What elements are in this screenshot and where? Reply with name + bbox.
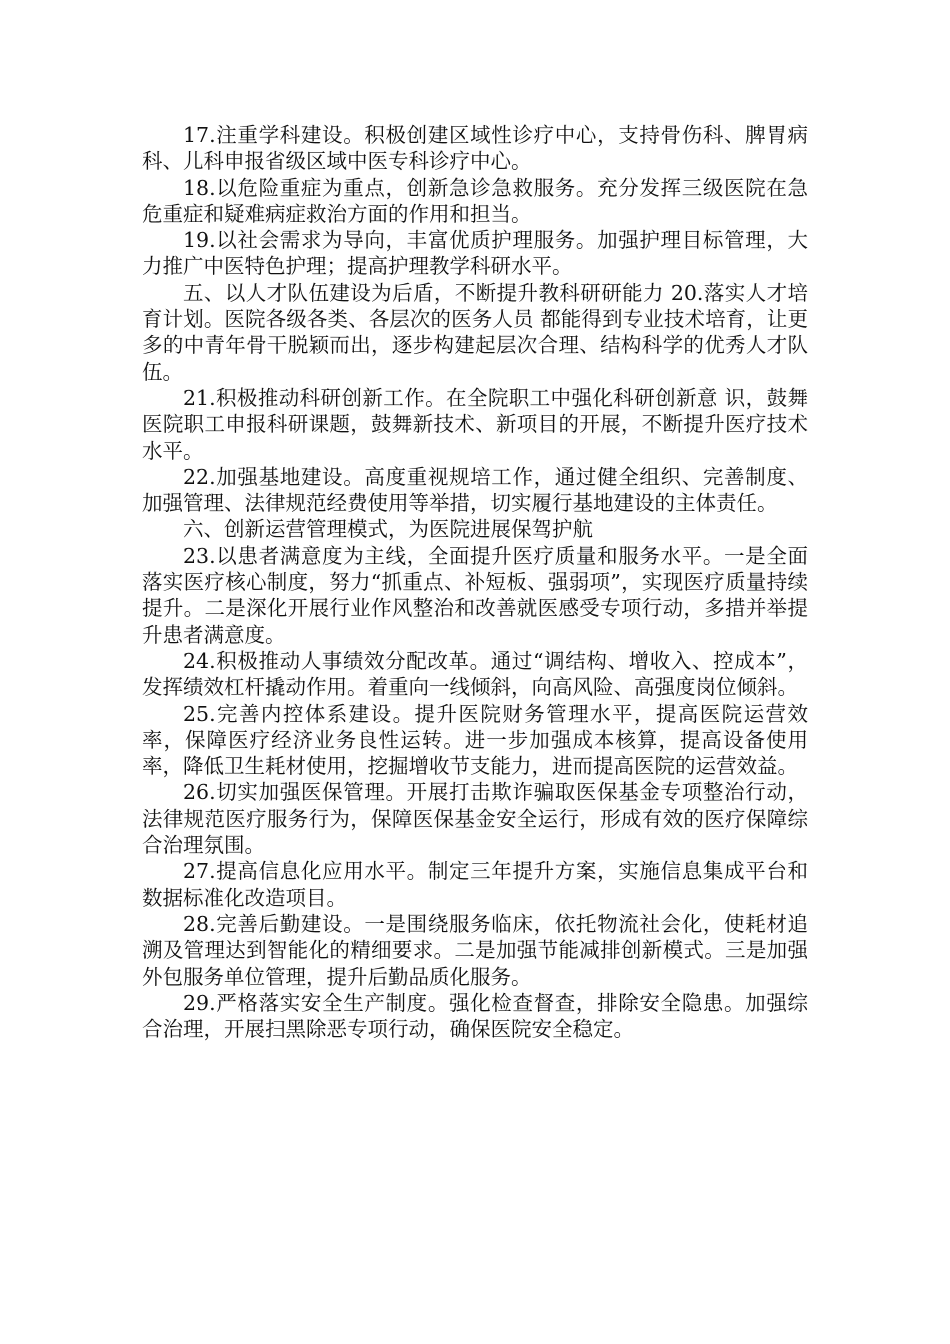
section-six-heading: 六、创新运营管理模式，为医院进展保驾护航: [183, 517, 593, 542]
paragraph-28: 28.完善后勤建设。一是围绕服务临床，依托物流社会化，使耗材追溯及管理达到智能化的精细要求。二是加强节能减排创新模式。三是加强外包服务单位管理，提升后勤品质化服务。: [142, 911, 808, 989]
paragraph-18: 18.以危险重症为重点，创新急诊急救服务。充分发挥三级医院在急危重症和疑难病症救治方面的作用和担当。: [142, 175, 808, 226]
paragraph-27: 27.提高信息化应用水平。制定三年提升方案，实施信息集成平台和数据标准化改造项目。: [142, 859, 808, 910]
document-body: [142, 122, 808, 1042]
paragraph-17: 17.注重学科建设。积极创建区域性诊疗中心，支持骨伤科、脾胃病科、儿科申报省级区域中医专科诊疗中心。: [142, 123, 808, 174]
paragraph-29: 29.严格落实安全生产制度。强化检查督查，排除安全隐患。加强综合治理，开展扫黑除恶专项行动，确保医院安全稳定。: [142, 990, 808, 1042]
section-five-paragraph-20: 五、以人才队伍建设为后盾，不断提升教科研研能力 20.落实人才培育计划。医院各级各类、各层次的医务人员 都能得到专业技术培育，让更多的中青年骨干脱颖而出，逐步构建起层次合理、结构科学的优秀人才队伍。: [142, 280, 808, 384]
paragraph-22: 22.加强基地建设。高度重视规培工作，通过健全组织、完善制度、加强管理、法律规范经费使用等举措，切实履行基地建设的主体责任。: [142, 464, 808, 516]
paragraph-25: 25.完善内控体系建设。提升医院财务管理水平，提高医院运营效率，保障医疗经济业务良性运转。进一步加强成本核算，提高设备使用率，降低卫生耗材使用，挖掘增收节支能力，进而提高医院的运营效益。: [142, 701, 808, 779]
paragraph-21: 21.积极推动科研创新工作。在全院职工中强化科研创新意 识，鼓舞医院职工申报科研课题，鼓舞新技术、新项目的开展，不断提升医疗技术水平。: [142, 385, 808, 463]
paragraph-19: 19.以社会需求为导向，丰富优质护理服务。加强护理目标管理，大力推广中医特色护理；提高护理教学科研水平。: [142, 228, 808, 279]
paragraph-24: 24.积极推动人事绩效分配改革。通过“调结构、增收入、控成本”，发挥绩效杠杆撬动作用。着重向一线倾斜，向高风险、高强度岗位倾斜。: [142, 648, 808, 700]
paragraph-26: 26.切实加强医保管理。开展打击欺诈骗取医保基金专项整治行动，法律规范医疗服务行为，保障医保基金安全运行，形成有效的医疗保障综合治理氛围。: [142, 780, 808, 858]
paragraph-23: 23.以患者满意度为主线，全面提升医疗质量和服务水平。一是全面落实医疗核心制度，努力“抓重点、补短板、强弱项”，实现医疗质量持续提升。二是深化开展行业作风整治和改善就医感受专项行动，多措并举提升患者满意度。: [142, 543, 808, 647]
